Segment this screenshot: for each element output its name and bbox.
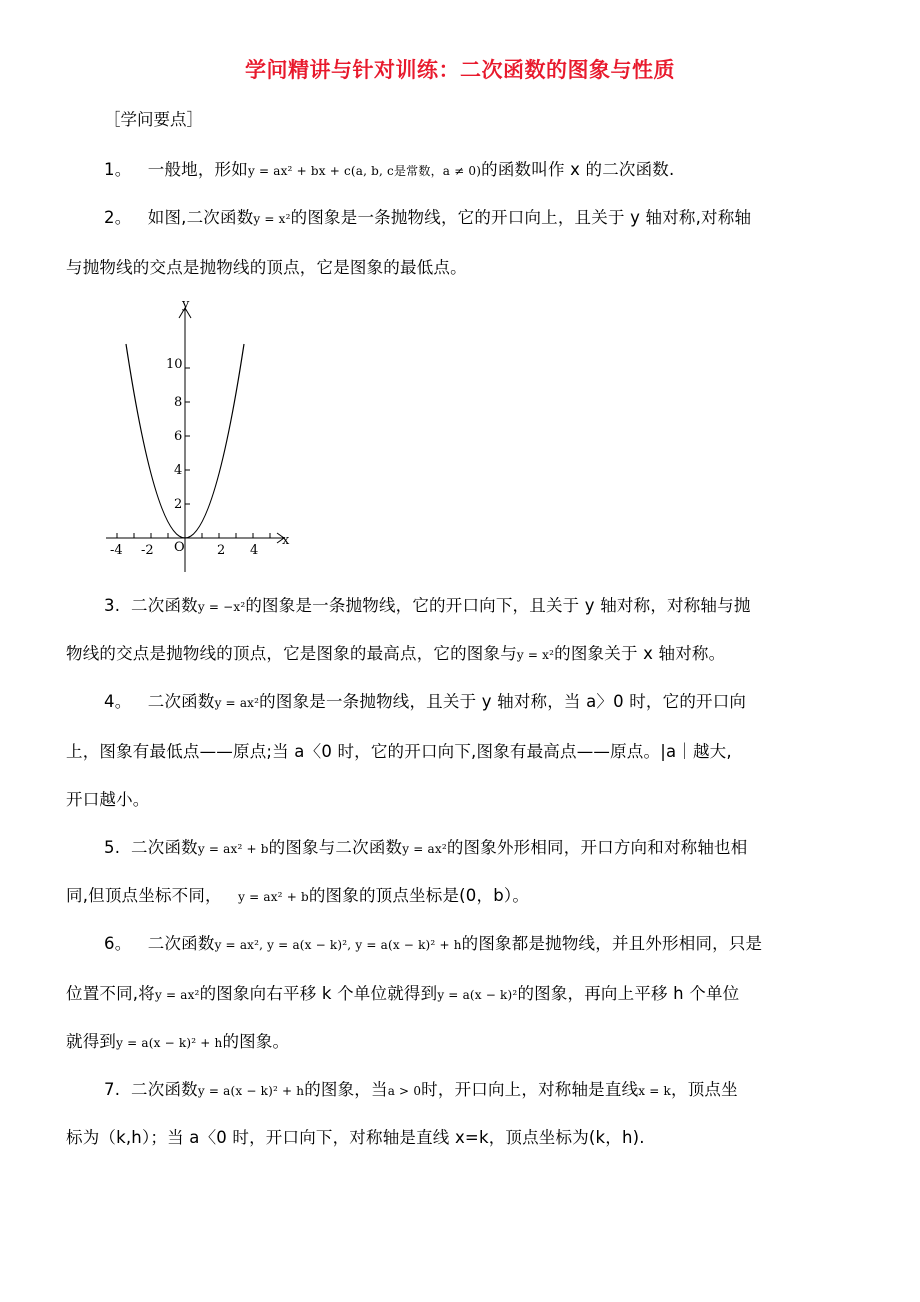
formula: y = a(x − k)² + h: [116, 1036, 223, 1050]
x-tick-label: 4: [250, 543, 259, 558]
y-tick-label: 8: [174, 395, 183, 410]
formula: y = ax²: [214, 696, 260, 710]
point-7-line-1: 7. 二次函数y = a(x − k)² + h的图象，当a > 0时，开口向上，对称轴是直线x = k，顶点坐: [104, 1080, 738, 1099]
formula: x = k: [638, 1084, 672, 1098]
point-1: 1。 一般地，形如y = ax² + bx + c(a, b, c是常数，a ≠ 0)的函数叫作 x 的二次函数.: [104, 160, 675, 179]
origin-label: O: [174, 540, 185, 555]
formula: a > 0: [387, 1084, 422, 1098]
formula: y = ax² + b: [238, 890, 309, 904]
point-2-line-2: 与抛物线的交点是抛物线的顶点，它是图象的最低点。: [66, 258, 467, 277]
point-5-line-1: 5. 二次函数y = ax² + b的图象与二次函数y = ax²的图象外形相同，开口方向和对称轴也相: [104, 838, 748, 857]
formula: y = a(x − k)²: [437, 988, 518, 1002]
formula: y = x²: [253, 212, 291, 226]
point-5-line-2: 同,但顶点坐标不同， y = ax² + b的图象的顶点坐标是(0，b）。: [66, 886, 530, 905]
point-3-line-2: 物线的交点是抛物线的顶点，它是图象的最高点，它的图象与y = x²的图象关于 x 轴对称。: [66, 644, 726, 663]
formula: y = ax² + bx + c(a, b, c是常数，a ≠ 0): [247, 164, 482, 178]
y-axis-label: y: [182, 297, 190, 312]
formula: y = ax² + b: [197, 842, 269, 856]
point-4-line-3: 开口越小。: [66, 790, 150, 809]
formula: y = x²: [516, 648, 555, 662]
x-tick-label: 2: [217, 543, 226, 558]
parabola-graph: [96, 296, 316, 576]
y-tick-label: 6: [174, 429, 183, 444]
x-tick-label: -4: [110, 543, 123, 558]
point-6-line-2: 位置不同,将y = ax²的图象向右平移 k 个单位就得到y = a(x − k)²的图象，再向上平移 h 个单位: [66, 984, 740, 1003]
point-4-line-2: 上，图象有最低点——原点;当 a〈0 时，它的开口向下,图象有最高点——原点。|a｜越大,: [66, 742, 732, 761]
formula: y = −x²: [197, 600, 246, 614]
x-axis-label: x: [282, 533, 290, 548]
x-tick-label: -2: [141, 543, 154, 558]
formula: y = a(x − k)² + h: [197, 1084, 305, 1098]
section-heading: ［学问要点］: [104, 110, 203, 129]
formula: y = ax², y = a(x − k)², y = a(x − k)² + h: [214, 938, 462, 952]
point-6-line-1: 6。 二次函数y = ax², y = a(x − k)², y = a(x − k)² + h的图象都是抛物线，并且外形相同，只是: [104, 934, 763, 953]
point-3-line-1: 3. 二次函数y = −x²的图象是一条抛物线，它的开口向下，且关于 y 轴对称，对称轴与抛: [104, 596, 751, 615]
y-tick-label: 4: [174, 463, 183, 478]
page-title: 学问精讲与针对训练：二次函数的图象与性质: [245, 58, 675, 82]
y-tick-label: 10: [166, 357, 183, 372]
point-7-line-2: 标为（k,h）；当 a〈0 时，开口向下，对称轴是直线 x=k，顶点坐标为(k，h).: [66, 1128, 645, 1147]
point-2-line-1: 2。 如图,二次函数y = x²的图象是一条抛物线，它的开口向上，且关于 y 轴对称,对称轴: [104, 208, 752, 227]
formula: y = ax²: [154, 988, 200, 1002]
point-4-line-1: 4。 二次函数y = ax²的图象是一条抛物线，且关于 y 轴对称，当 a〉0 时，它的开口向: [104, 692, 747, 711]
y-tick-label: 2: [174, 497, 183, 512]
formula: y = ax²: [402, 842, 447, 856]
point-6-line-3: 就得到y = a(x − k)² + h的图象。: [66, 1032, 290, 1051]
